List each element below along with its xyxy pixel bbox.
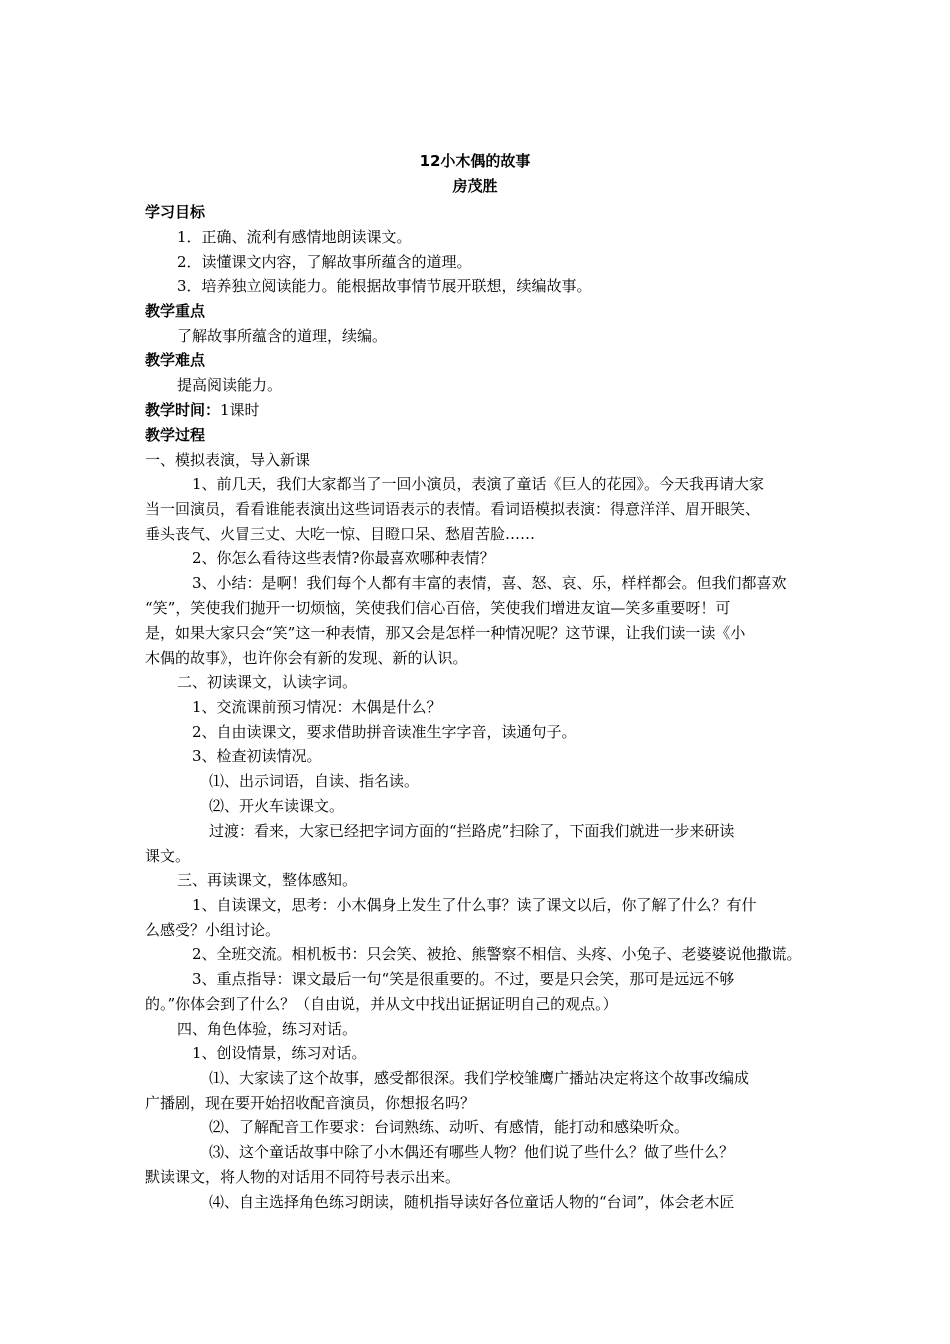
heading-key-points: 教学重点 [145,302,206,320]
paragraph: “笑”，笑使我们抛开一切烦恼，笑使我们信心百倍，笑使我们增进友谊—笑多重要呀！可 [145,599,731,617]
paragraph: 课文。 [145,847,191,865]
paragraph: 2、你怎么看待这些表情?你最喜欢哪种表情？ [192,549,495,567]
paragraph: 木偶的故事》，也许你会有新的发现、新的认识。 [145,649,468,667]
paragraph: ⑶、这个童话故事中除了小木偶还有哪些人物？他们说了些什么？做了些什么？ [209,1143,735,1161]
section-4-title: 四、角色体验，练习对话。 [177,1020,358,1038]
paragraph: 是，如果大家只会“笑”这一种表情，那又会是怎样一种情况呢？这节课，让我们读一读《小 [145,624,746,642]
section-1-title: 一、模拟表演，导入新课 [145,451,311,469]
paragraph: 默读课文，将人物的对话用不同符号表示出来。 [145,1168,461,1186]
paragraph: 3、检查初读情况。 [192,747,322,765]
goal-1: 1．正确、流利有感情地朗读课文。 [177,228,412,246]
paragraph: 1、前几天，我们大家都当了一回小演员，表演了童话《巨人的花园》。今天我再请大家 [192,475,765,493]
heading-goals: 学习目标 [145,203,206,221]
section-2-title: 二、初读课文，认读字词。 [177,673,358,691]
paragraph: ⑴、出示词语，自读、指名读。 [209,772,420,790]
paragraph: 2、全班交流。相机板书：只会笑、被抢、熊警察不相信、头疼、小兔子、老婆婆说他撒谎。 [192,945,802,963]
paragraph: ⑷、自主选择角色练习朗读，随机指导读好各位童话人物的“台词”，体会老木匠 [209,1193,735,1211]
paragraph: 的。”你体会到了什么？（自由说，并从文中找出证据证明自己的观点。） [145,995,618,1013]
section-3-title: 三、再读课文，整体感知。 [177,871,358,889]
paragraph: 2、自由读课文，要求借助拼音读准生字字音，读通句子。 [192,723,577,741]
paragraph: 广播剧，现在要开始招收配音演员，你想报名吗？ [145,1094,476,1112]
paragraph: 1、交流课前预习情况：木偶是什么？ [192,698,442,716]
paragraph: ⑵、了解配音工作要求：台词熟练、动听、有感情，能打动和感染听众。 [209,1118,690,1136]
teaching-time-value: 1课时 [220,401,260,419]
paragraph: 1、自读课文，思考：小木偶身上发生了什么事？读了课文以后，你了解了什么？有什 [192,896,757,914]
difficulties-text: 提高阅读能力。 [177,376,283,394]
paragraph: ⑵、开火车读课文。 [209,797,345,815]
doc-author: 房茂胜 [452,177,498,195]
paragraph: 过渡：看来，大家已经把字词方面的“拦路虎”扫除了，下面我们就进一步来研读 [209,822,735,840]
paragraph: 3、重点指导：课文最后一句“笑是很重要的。不过，要是只会笑，那可是远远不够 [192,970,735,988]
teaching-time [145,401,260,419]
goal-2: 2．读懂课文内容，了解故事所蕴含的道理。 [177,253,472,271]
paragraph: 3、小结：是啊！我们每个人都有丰富的表情，喜、怒、哀、乐，样样都会。但我们都喜欢 [192,574,787,592]
paragraph: ⑴、大家读了这个故事，感受都很深。我们学校雏鹰广播站决定将这个故事改编成 [209,1069,750,1087]
paragraph: 1、创设情景，练习对话。 [192,1044,367,1062]
goal-3: 3．培养独立阅读能力。能根据故事情节展开联想，续编故事。 [177,277,592,295]
teaching-time-label: 教学时间： [145,401,221,419]
doc-title: 12小木偶的故事 [419,152,531,170]
heading-difficulties: 教学难点 [145,351,206,369]
key-points-text: 了解故事所蕴含的道理，续编。 [177,327,388,345]
paragraph: 垂头丧气、火冒三丈、大吃一惊、目瞪口呆、愁眉苦脸…… [145,525,536,543]
heading-process: 教学过程 [145,426,206,444]
paragraph: 当一回演员，看看谁能表演出这些词语表示的表情。看词语模拟表演：得意洋洋、眉开眼笑、 [145,500,761,518]
paragraph: 么感受？小组讨论。 [145,921,281,939]
